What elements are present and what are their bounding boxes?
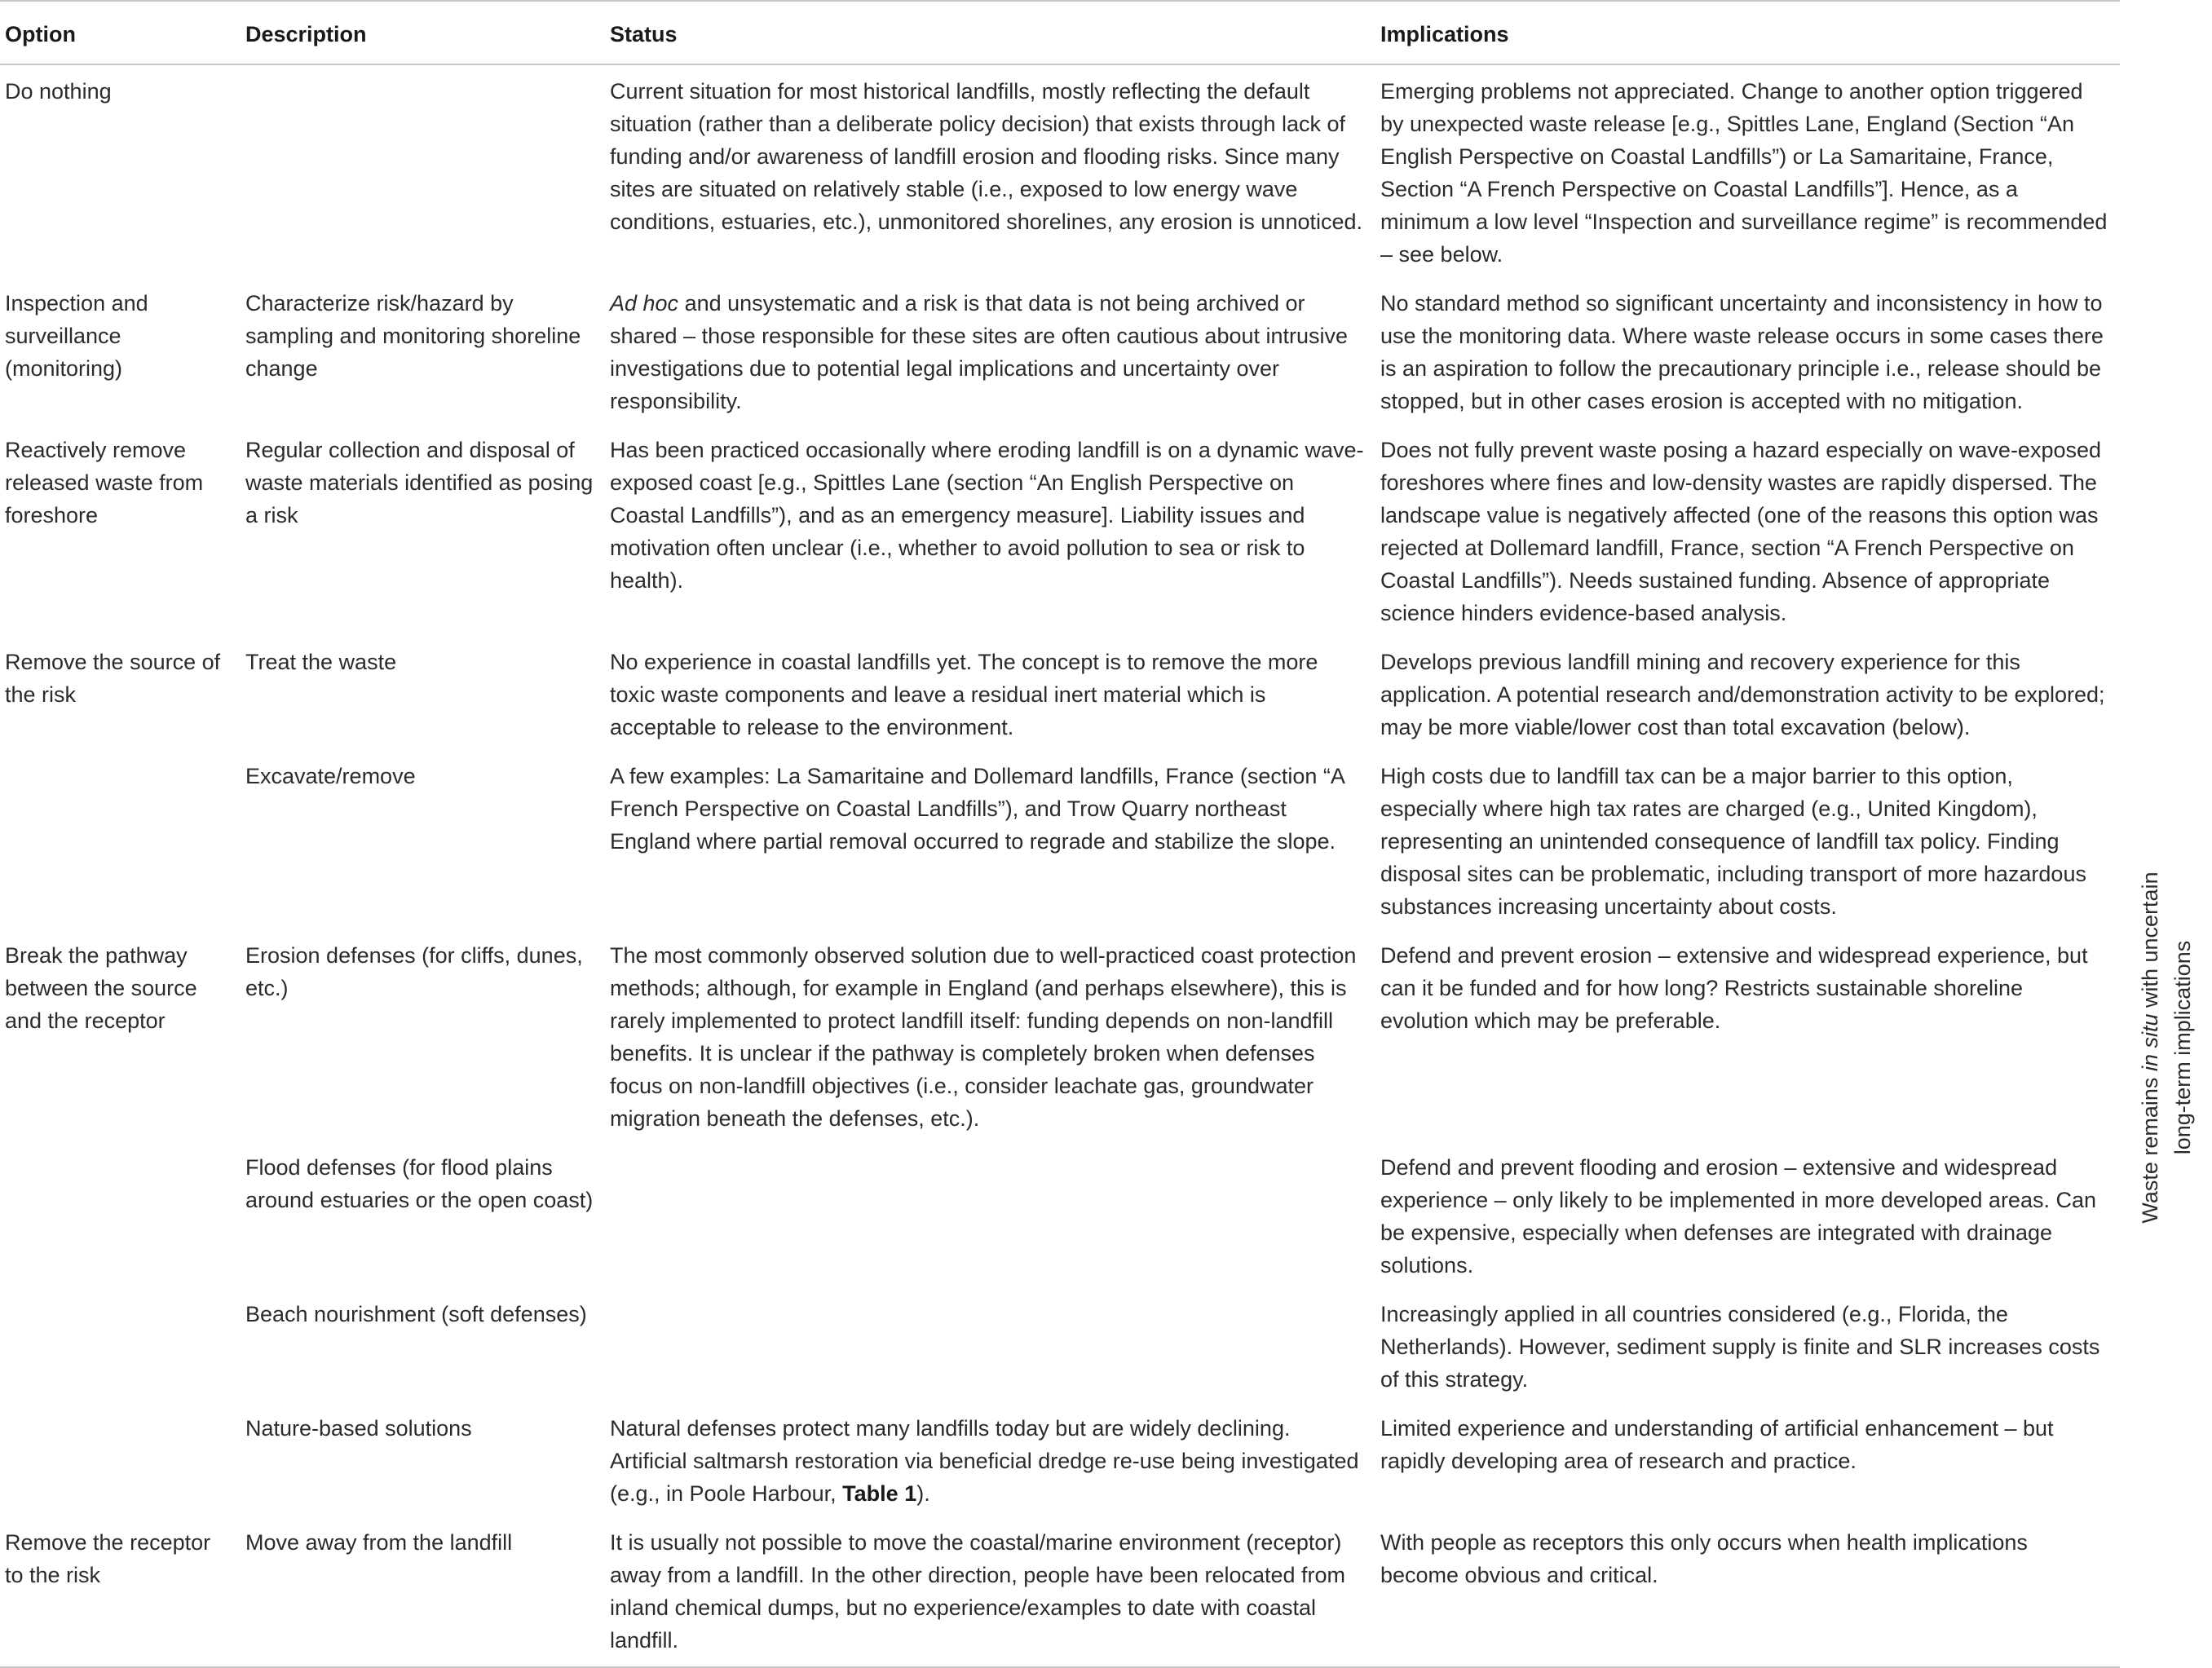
cell-implications: Defend and prevent flooding and erosion – extensive and widespread experience – only likely to be implemented in more developed areas. Can be expensive, especially when defenses are integrated with drainage solutions. <box>1380 1155 2097 1277</box>
cell-description: Beach nourishment (soft defenses) <box>245 1302 587 1326</box>
table-row-do-nothing <box>0 64 2120 287</box>
cell-description: Excavate/remove <box>245 764 416 788</box>
cell-status <box>605 287 1375 434</box>
cell-option: Do nothing <box>5 79 112 104</box>
cell-option <box>0 1412 241 1526</box>
cell-option: Break the pathway between the source and the receptor <box>5 943 197 1033</box>
cell-description: Nature-based solutions <box>245 1416 472 1441</box>
cell-option: Inspection and surveillance (monitoring) <box>5 291 148 381</box>
header-description: Description <box>241 1 605 64</box>
cell-implications: Emerging problems not appreciated. Change to another option triggered by unexpected waste release [e.g., Spittles Lane, England (Section “An English Perspective on Coastal Landfills”) or La Samaritaine, France, Section “A French Perspective on Coastal Landfills”]. Hence, as a minimum a low level “Inspection and surveillance regime” is recommended – see below. <box>1380 79 2108 267</box>
table-header-row <box>0 1 2120 64</box>
cell-status: A few examples: La Samaritaine and Dollemard landfills, France (section “A French Perspective on Coastal Landfills”), and Trow Quarry northeast England where partial removal occurred to regrade and stabilize the slope. <box>610 764 1344 854</box>
table-row-inspection <box>0 287 2120 434</box>
cell-description: Erosion defenses (for cliffs, dunes, etc.) <box>245 943 583 1000</box>
cell-implications: With people as receptors this only occurs when health implications become obvious and critical. <box>1375 1526 2120 1667</box>
status-text: and unsystematic and a risk is that data is not being archived or shared – those responsible for these sites are often cautious about intrusive investigations due to potential legal implications and uncertainty over responsibility. <box>610 291 1349 413</box>
cell-implications: Develops previous landfill mining and recovery experience for this application. A potential research and/demonstration activity to be explored; may be more viable/lower cost than total excavation (below). <box>1380 650 2105 739</box>
table-row-beach-nourishment <box>0 1298 2120 1412</box>
side-note-after: with uncertain long-term implications <box>2137 872 2195 1155</box>
status-italic-text: Ad hoc <box>610 291 679 316</box>
status-text-end: ). <box>916 1481 930 1506</box>
cell-option: Remove the receptor to the risk <box>0 1526 241 1667</box>
cell-status: Has been practiced occasionally where eroding landfill is on a dynamic wave-exposed coast [e.g., Spittles Lane (section “An English Perspective on Coastal Landfills”), and as an emergency measure]. Liability issues and motivation often unclear (i.e., whether to avoid pollution to sea or risk to health). <box>610 438 1364 593</box>
cell-description: Treat the waste <box>245 650 397 674</box>
cell-status: Current situation for most historical landfills, mostly reflecting the default situation (rather than a deliberate policy decision) that exists through lack of funding and/or awareness of landfill erosion and flooding risks. Since many sites are situated on relatively stable (i.e., exposed to low energy wave conditions, estuaries, etc.), unmonitored shorelines, any erosion is unnoticed. <box>610 79 1363 234</box>
cell-description: Characterize risk/hazard by sampling and monitoring shoreline change <box>245 291 581 381</box>
cell-option <box>0 1151 241 1298</box>
side-note-text <box>2134 856 2199 1239</box>
cell-option <box>0 760 241 939</box>
status-text: Natural defenses protect many landfills today but are widely declining. Artificial saltmarsh restoration via beneficial dredge re-use being investigated (e.g., in Poole Harbour, <box>610 1416 1359 1506</box>
cell-description: Flood defenses (for flood plains around estuaries or the open coast) <box>245 1155 594 1212</box>
cell-status: No experience in coastal landfills yet. The concept is to remove the more toxic waste components and leave a residual inert material which is acceptable to release to the environment. <box>610 650 1318 739</box>
cell-implications: High costs due to landfill tax can be a major barrier to this option, especially where high tax rates are charged (e.g., United Kingdom), representing an unintended consequence of landfill tax policy. Finding disposal sites can be problematic, including transport of more hazardous substances increasing uncertainty about costs. <box>1380 764 2086 919</box>
table-reference-link[interactable]: Table 1 <box>842 1481 917 1506</box>
cell-status <box>605 1412 1375 1526</box>
side-note-vertical <box>2120 856 2212 1239</box>
cell-implications: No standard method so significant uncertainty and inconsistency in how to use the monitoring data. Where waste release occurs in some cases there is an aspiration to follow the precautionary principle i.e., release should be stopped, but in other cases erosion is accepted with no mitigation. <box>1380 291 2104 413</box>
cell-implications: Limited experience and understanding of artificial enhancement – but rapidly developing area of research and practice. <box>1380 1416 2054 1473</box>
cell-implications: Increasingly applied in all countries considered (e.g., Florida, the Netherlands). However, sediment supply is finite and SLR increases costs of this strategy. <box>1380 1302 2100 1392</box>
header-implications: Implications <box>1375 1 2120 64</box>
side-note-italic: in situ <box>2137 1013 2162 1072</box>
header-status: Status <box>605 1 1375 64</box>
cell-option: Reactively remove released waste from foreshore <box>5 438 204 527</box>
cell-option: Remove the source of the risk <box>5 650 221 707</box>
cell-status <box>605 1151 1375 1298</box>
table-row-erosion-defenses <box>0 939 2120 1151</box>
cell-option <box>0 1298 241 1412</box>
cell-implications: Does not fully prevent waste posing a hazard especially on wave-exposed foreshores where fines and low-density wastes are rapidly dispersed. The landscape value is negatively affected (one of the reasons this option was rejected at Dollemard landfill, France, section “A French Perspective on Coastal Landfills”). Needs sustained funding. Absence of appropriate science hinders evidence-based analysis. <box>1380 438 2102 625</box>
cell-status: The most commonly observed solution due to well-practiced coast protection methods; although, for example in England (and perhaps elsewhere), this is rarely implemented to protect landfill itself: funding depends on non-landfill benefits. It is unclear if the pathway is completely broken when defenses focus on non-landfill objectives (i.e., consider leachate gas, groundwater migration beneath the defenses, etc.). <box>610 943 1357 1131</box>
side-note-before: Waste remains <box>2137 1071 2162 1224</box>
cell-description: Regular collection and disposal of waste materials identified as posing a risk <box>245 438 594 527</box>
table-row-nature-based <box>0 1412 2120 1526</box>
header-option: Option <box>0 1 241 64</box>
cell-description: Move away from the landfill <box>241 1526 605 1667</box>
table-row-remove-receptor <box>0 1526 2120 1667</box>
cell-description <box>241 64 605 287</box>
cell-status: It is usually not possible to move the coastal/marine environment (receptor) away from a landfill. In the other direction, people have been relocated from inland chemical dumps, but no experience/examples to date with coastal landfill. <box>605 1526 1375 1667</box>
table-row-treat-waste <box>0 646 2120 760</box>
table-row-flood-defenses <box>0 1151 2120 1298</box>
table-row-reactive-removal <box>0 434 2120 646</box>
cell-implications: Defend and prevent erosion – extensive and widespread experience, but can it be funded and for how long? Restricts sustainable shoreline evolution which may be preferable. <box>1380 943 2088 1033</box>
table-row-excavate <box>0 760 2120 939</box>
cell-status <box>605 1298 1375 1412</box>
